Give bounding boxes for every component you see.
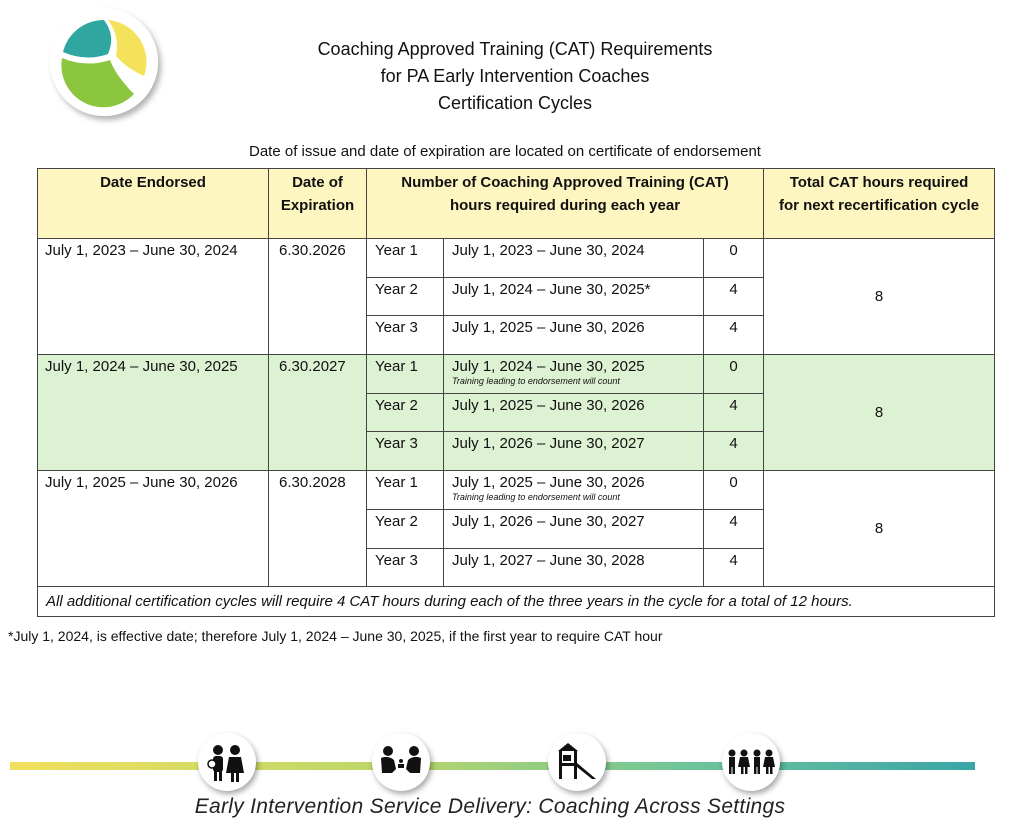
title-line-1: Coaching Approved Training (CAT) Requirements xyxy=(317,39,713,59)
table-caption: Date of issue and date of expiration are located on certificate of endorsement xyxy=(249,143,761,160)
title-line-3: Certification Cycles xyxy=(437,93,593,113)
year-cell: Year 1 xyxy=(367,239,444,278)
year-cell: Year 1 xyxy=(367,471,444,510)
logo-icon xyxy=(46,6,166,126)
table-row xyxy=(38,355,995,394)
total-cell: 8 xyxy=(764,239,995,355)
expiration-cell: 6.30.2026 xyxy=(269,239,367,355)
brand-band xyxy=(10,762,975,770)
date-endorsed-cell: July 1, 2024 – June 30, 2025 xyxy=(38,355,269,471)
cat-requirements-table xyxy=(37,168,995,617)
hours-cell: 0 xyxy=(704,355,764,394)
parent-child-icon xyxy=(198,733,256,791)
year-cell: Year 3 xyxy=(367,316,444,355)
total-cell: 8 xyxy=(764,471,995,587)
range-cell: July 1, 2025 – June 30, 2026 xyxy=(444,316,704,355)
hours-cell: 4 xyxy=(704,393,764,432)
year-cell: Year 1 xyxy=(367,355,444,394)
year-cell: Year 3 xyxy=(367,548,444,587)
range-text: July 1, 2025 – June 30, 2026 xyxy=(452,474,645,492)
header-total: Total CAT hours required for next recertification cycle xyxy=(764,169,995,239)
header-hours-per-year: Number of Coaching Approved Training (CAT) hours required during each year xyxy=(367,169,764,239)
hours-cell: 4 xyxy=(704,509,764,548)
expiration-cell: 6.30.2028 xyxy=(269,471,367,587)
header-row xyxy=(38,169,995,239)
brand-tagline: Early Intervention Service Delivery: Coaching Across Settings xyxy=(194,795,786,818)
document-title xyxy=(200,36,830,117)
footnote: *July 1, 2024, is effective date; therefore July 1, 2024 – June 30, 2025, if the first year to require CAT hour xyxy=(8,628,663,644)
range-cell: July 1, 2026 – June 30, 2027 xyxy=(444,509,704,548)
title-line-2: for PA Early Intervention Coaches xyxy=(380,66,650,86)
range-cell: July 1, 2027 – June 30, 2028 xyxy=(444,548,704,587)
range-note: Training leading to endorsement will count xyxy=(452,376,620,387)
year-cell: Year 2 xyxy=(367,393,444,432)
hours-cell: 4 xyxy=(704,432,764,471)
hours-cell: 4 xyxy=(704,277,764,316)
year-cell: Year 3 xyxy=(367,432,444,471)
range-text: July 1, 2024 – June 30, 2025 xyxy=(452,358,645,376)
hours-cell: 4 xyxy=(704,316,764,355)
year-cell: Year 2 xyxy=(367,509,444,548)
range-cell: July 1, 2026 – June 30, 2027 xyxy=(444,432,704,471)
table-row xyxy=(38,239,995,278)
playground-icon xyxy=(548,733,606,791)
year-cell: Year 2 xyxy=(367,277,444,316)
hours-cell: 0 xyxy=(704,471,764,510)
date-endorsed-cell: July 1, 2025 – June 30, 2026 xyxy=(38,471,269,587)
range-cell: July 1, 2023 – June 30, 2024 xyxy=(444,239,704,278)
header-expiration: Date of Expiration xyxy=(269,169,367,239)
range-cell: July 1, 2025 – June 30, 2026 xyxy=(444,393,704,432)
table-row xyxy=(38,471,995,510)
footer-row xyxy=(38,587,995,617)
table-footer-note: All additional certification cycles will require 4 CAT hours during each of the three years in the cycle for a total of 12 hours. xyxy=(38,587,995,617)
range-cell xyxy=(444,355,704,394)
range-cell xyxy=(444,471,704,510)
expiration-cell: 6.30.2027 xyxy=(269,355,367,471)
range-note: Training leading to endorsement will count xyxy=(452,492,620,503)
play-together-icon xyxy=(372,733,430,791)
date-endorsed-cell: July 1, 2023 – June 30, 2024 xyxy=(38,239,269,355)
range-cell: July 1, 2024 – June 30, 2025* xyxy=(444,277,704,316)
hours-cell: 0 xyxy=(704,239,764,278)
hours-cell: 4 xyxy=(704,548,764,587)
header-date-endorsed: Date Endorsed xyxy=(38,169,269,239)
total-cell: 8 xyxy=(764,355,995,471)
group-children-icon xyxy=(722,733,780,791)
